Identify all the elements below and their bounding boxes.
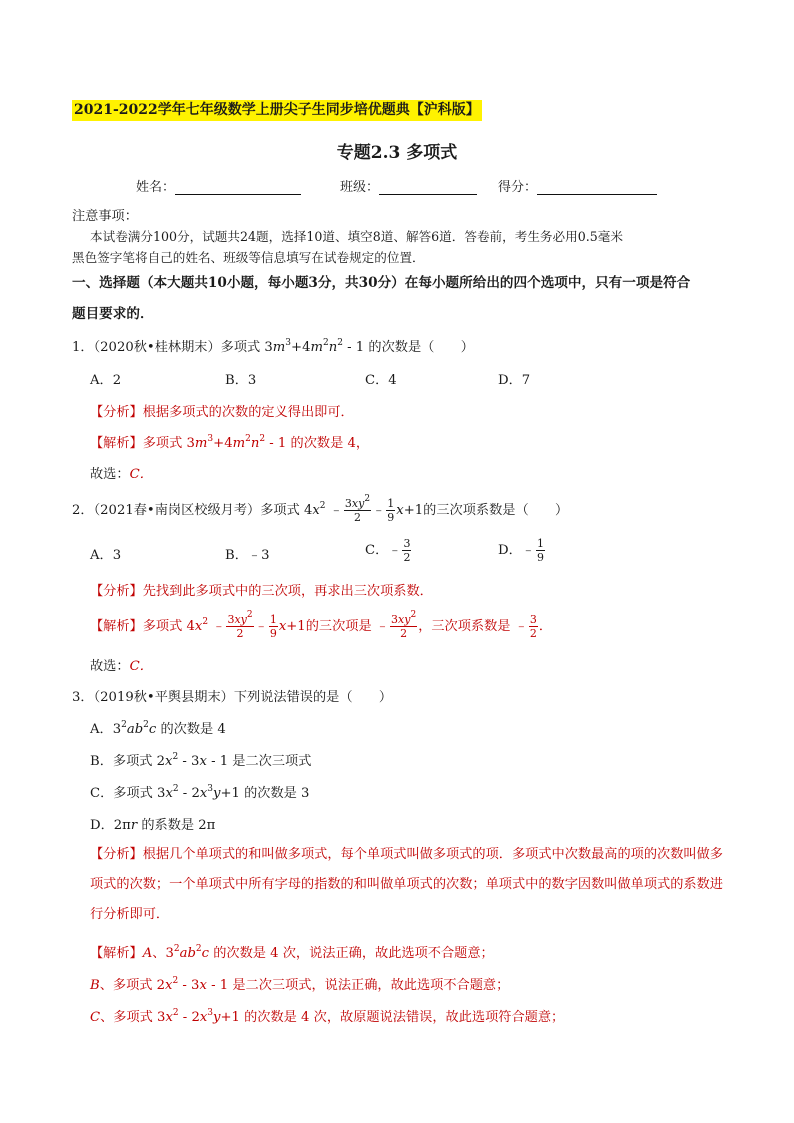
section-heading-line-2: 题目要求的． — [72, 306, 154, 322]
q3-solution-c: C、多项式 $3x^2 - 2x^3y+1$ 的次数是 4 次，故原题说法错误，故此选项符合题意； — [90, 1007, 565, 1025]
score-label: 得分： — [498, 180, 538, 195]
q3-option-a[interactable]: A．$3^2ab^2c$ 的次数是 4 — [90, 719, 226, 737]
q2-solution: 【解析】多项式 $4x^2$ ﹣ $\frac{3xy^2}{2}$ ﹣ $\frac{1}{9}$ x+1的三次项是 ﹣ $\frac{3xy^2}{2}$ ，三次项系数是 ﹣ $\frac{3}{2}$ ． — [90, 610, 553, 640]
class-blank[interactable] — [379, 179, 477, 195]
q3-option-d[interactable]: D．2πr 的系数是 2π — [90, 818, 216, 833]
q1-analysis: 【分析】根据多项式的次数的定义得出即可． — [90, 405, 354, 420]
q1-answer: 故选：C． — [90, 467, 153, 482]
notice-line-1: 本试卷满分100分，试题共24题，选择10道、填空8道、解答6道．答卷前，考生务必用0.5毫米 — [90, 229, 623, 244]
header-banner: 2021-2022学年七年级数学上册尖子生同步培优题典【沪科版】 — [72, 100, 482, 121]
name-blank[interactable] — [175, 179, 301, 195]
q3-option-c[interactable]: C．多项式 $3x^2 - 2x^3y+1$ 的次数是 3 — [90, 783, 310, 801]
q3-analysis: 【分析】根据几个单项式的和叫做多项式，每个单项式叫做多项式的项．多项式中次数最高的项的次数叫做多项式的次数；一个单项式中所有字母的指数的和叫做单项式的次数；单项式中的数字因数叫做单项式的系数进行分析即可． — [90, 847, 723, 922]
q1-option-a[interactable]: A．2 — [90, 373, 122, 388]
q3-solution-b: B、多项式 $2x^2 - 3x - 1$ 是二次三项式，说法正确，故此选项不合题意； — [90, 975, 510, 993]
q2-answer: 故选：C． — [90, 659, 153, 674]
score-field[interactable] — [498, 176, 657, 195]
q3-option-b[interactable]: B．多项式 $2x^2 - 3x - 1$ 是二次三项式 — [90, 751, 312, 769]
q1-stem: 1．（2020秋•桂林期末）多项式 $3m^3+4m^2n^2 - 1$ 的次数是（ ） — [72, 337, 474, 355]
q1-solution: 【解析】多项式 $3m^3+4m^2n^2 - 1$ 的次数是 4， — [90, 433, 370, 451]
q2-option-c[interactable]: C．﹣ $\frac{3}{2}$ — [365, 537, 411, 564]
name-label: 姓名： — [136, 180, 176, 195]
score-blank[interactable] — [537, 179, 657, 195]
q2-option-b[interactable]: B．﹣3 — [225, 548, 270, 563]
q2-option-d[interactable]: D．﹣ $\frac{1}{9}$ — [498, 537, 544, 564]
q2-stem: 2．（2021春•南岗区校级月考）多项式 $4x^2$ ﹣ $\frac{3xy^2}{2}$ ﹣ $\frac{1}{9}$ x+1的三次项系数是（ ） — [72, 494, 569, 524]
class-field[interactable] — [340, 176, 477, 195]
q3-solution-a: 【解析】A、$3^2ab^2c$ 的次数是 4 次，说法正确，故此选项不合题意； — [90, 943, 494, 961]
q2-option-a[interactable]: A．3 — [90, 548, 122, 563]
notice-heading: 注意事项： — [72, 209, 138, 224]
notice-line-2: 黑色签字笔将自己的姓名、班级等信息填写在试卷规定的位置． — [72, 250, 425, 265]
q3-stem: 3．（2019秋•平舆县期末）下列说法错误的是（ ） — [72, 690, 393, 705]
q1-expression: $3m^3+4m^2n^2 - 1$ — [264, 337, 365, 355]
class-label: 班级： — [340, 180, 380, 195]
page-title: 专题2.3 多项式 — [336, 143, 458, 163]
q2-analysis: 【分析】先找到此多项式中的三次项，再求出三次项系数． — [90, 584, 433, 599]
q1-option-c[interactable]: C．4 — [365, 373, 397, 388]
q1-option-b[interactable]: B．3 — [225, 373, 257, 388]
name-field[interactable] — [136, 176, 301, 195]
section-heading-line-1: 一、选择题（本大题共10小题，每小题3分，共30分）在每小题所给出的四个选项中，只有一项是符合 — [72, 275, 691, 291]
q1-option-d[interactable]: D．7 — [498, 373, 531, 388]
